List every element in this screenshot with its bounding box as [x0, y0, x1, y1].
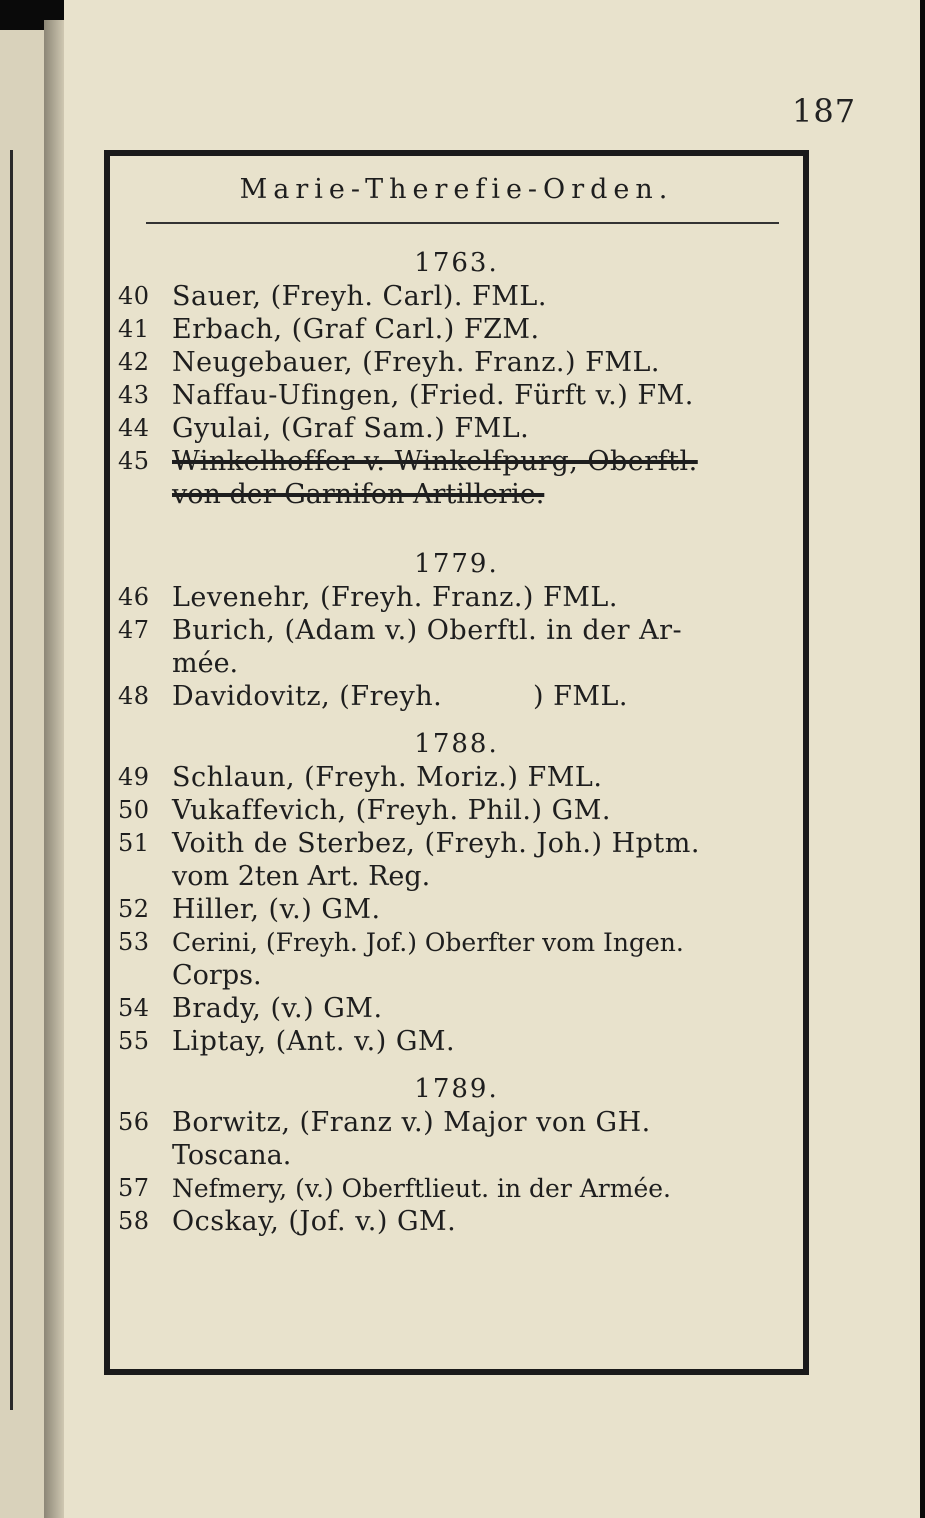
entry-text: Schlaun, (Freyh. Moriz.) FML. — [172, 762, 603, 793]
entry-text: Borwitz, (Franz v.) Major von GH. — [172, 1107, 651, 1138]
entry-continuation: mée. — [172, 648, 239, 679]
roster-entry — [110, 1205, 803, 1238]
roster-entry — [110, 1025, 803, 1058]
header-rule — [146, 222, 779, 224]
entry-text: Levenehr, (Freyh. Franz.) FML. — [172, 582, 618, 613]
entry-text: Brady, (v.) GM. — [172, 993, 383, 1024]
book-page — [64, 0, 920, 1518]
entry-text: Cerini, (Freyh. Jof.) Oberfter vom Ingen. — [172, 928, 684, 957]
entry-text: Erbach, (Graf Carl.) FZM. — [172, 314, 540, 345]
roster-entry — [110, 794, 803, 827]
roster-entry — [110, 926, 803, 959]
entry-number: 49 — [118, 763, 150, 791]
entry-number: 46 — [118, 583, 150, 611]
year-heading: 1789. — [414, 1074, 499, 1104]
left-page-edge — [0, 30, 44, 1518]
entry-number: 50 — [118, 796, 150, 824]
entry-number: 58 — [118, 1207, 150, 1235]
entry-text: Sauer, (Freyh. Carl). FML. — [172, 281, 547, 312]
entry-text: Neugebauer, (Freyh. Franz.) FML. — [172, 347, 661, 378]
entry-number: 43 — [118, 381, 150, 409]
entry-continuation: vom 2ten Art. Reg. — [172, 861, 431, 892]
page-number: 187 — [792, 92, 857, 130]
entry-text: Burich, (Adam v.) Oberftl. in der Ar- — [172, 615, 683, 646]
entry-text: Voith de Sterbez, (Freyh. Joh.) Hptm. — [172, 828, 700, 859]
roster-entry — [110, 680, 803, 713]
entry-number: 56 — [118, 1108, 150, 1136]
roster-entry — [110, 827, 803, 860]
entry-text: Vukaffevich, (Freyh. Phil.) GM. — [172, 795, 611, 826]
roster-entry — [110, 581, 803, 614]
year-heading: 1779. — [414, 549, 499, 579]
entry-text: Ocskay, (Jof. v.) GM. — [172, 1206, 457, 1237]
year-heading: 1763. — [414, 248, 499, 278]
year-heading: 1788. — [414, 729, 499, 759]
roster-entry — [110, 614, 803, 647]
entry-text: Davidovitz, (Freyh. ) FML. — [172, 681, 629, 712]
roster-entry — [110, 412, 803, 445]
entry-continuation: Toscana. — [172, 1140, 292, 1171]
roster-entry — [110, 313, 803, 346]
roster-entry — [110, 761, 803, 794]
entry-text-struck: Winkelhoffer v. Winkelfpurg, Oberftl. — [172, 446, 698, 477]
entry-number: 52 — [118, 895, 150, 923]
roster-entry — [110, 346, 803, 379]
entry-number: 44 — [118, 414, 150, 442]
entry-number: 42 — [118, 348, 150, 376]
roster-entry-struck — [110, 445, 803, 478]
entry-number: 45 — [118, 447, 150, 475]
entry-number: 53 — [118, 928, 150, 956]
entry-number: 57 — [118, 1174, 150, 1202]
roster-entry — [110, 992, 803, 1025]
entry-number: 51 — [118, 829, 150, 857]
entry-continuation: Corps. — [172, 960, 262, 991]
entry-text: Gyulai, (Graf Sam.) FML. — [172, 413, 530, 444]
page-header: Marie-Therefie-Orden. — [239, 174, 674, 205]
entry-number: 54 — [118, 994, 150, 1022]
left-page-frame-line — [10, 150, 13, 1410]
entry-number: 40 — [118, 282, 150, 310]
entry-text: Nefmery, (v.) Oberftlieut. in der Armée. — [172, 1174, 671, 1203]
book-gutter — [44, 20, 64, 1518]
roster-entry — [110, 280, 803, 313]
text-frame — [104, 150, 809, 1375]
roster-entry — [110, 1172, 803, 1205]
entry-text: Liptay, (Ant. v.) GM. — [172, 1026, 456, 1057]
roster-entry — [110, 893, 803, 926]
entry-number: 47 — [118, 616, 150, 644]
entry-continuation-struck: von der Garnifon Artillerie. — [172, 479, 545, 510]
entry-text: Hiller, (v.) GM. — [172, 894, 381, 925]
entry-number: 48 — [118, 682, 150, 710]
roster — [110, 244, 803, 1238]
roster-entry — [110, 1106, 803, 1139]
roster-entry — [110, 379, 803, 412]
entry-number: 55 — [118, 1027, 150, 1055]
entry-number: 41 — [118, 315, 150, 343]
entry-text: Naffau-Ufingen, (Fried. Fürft v.) FM. — [172, 380, 694, 411]
